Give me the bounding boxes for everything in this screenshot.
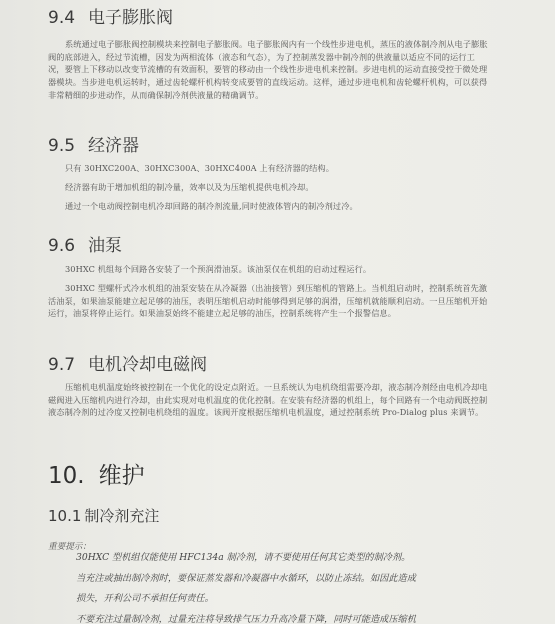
section-heading-9-7 <box>48 350 207 375</box>
section-heading-9-5 <box>48 131 139 156</box>
section-title: 电子膨胀阀 <box>88 8 174 28</box>
chapter-number: 10. <box>48 463 85 489</box>
section-title: 制冷剂充注 <box>84 507 160 525</box>
section-number: 10.1 <box>48 507 82 525</box>
section-10-1-notes <box>76 548 496 624</box>
note-line: 当充注或抽出制冷剂时，要保证蒸发器和冷凝器中水循环，以防止冻结。如因此造成 <box>76 572 416 584</box>
section-9-5-line-1: 只有 30HXC200A、30HXC300A、30HXC400A 上有经济器的结构。 <box>65 163 334 173</box>
note-line: 30HXC 型机组仅能使用 HFC134a 制冷剂，请不要使用任何其它类型的制冷剂。 <box>76 552 411 563</box>
section-title: 电机冷却电磁阀 <box>88 355 208 375</box>
section-number: 9.7 <box>48 355 76 375</box>
section-heading-10-1 <box>48 505 159 526</box>
section-9-5-line-3: 通过一个电动阀控制电机冷却回路的制冷剂流量,同时使液体管内的制冷剂过冷。 <box>65 201 358 211</box>
important-note-label: 重要提示： <box>48 542 91 552</box>
chapter-heading-10 <box>48 457 145 490</box>
section-9-7-body: 压缩机电机温度始终被控制在一个优化的设定点附近。一旦系统认为电机绕组需要冷却，液态制冷剂经由电机冷却电磁阀进入压缩机内进行冷却，由此实现对电机温度的优化控制。在安装有经济器的机组上，每个回路有一个电动阀既控制液态制冷剂的过冷度又控制电机绕组的温度。该阀开度根据压缩机电机温度，通过控制系统 Pro-Dialog plus 来调节。 <box>48 382 488 418</box>
section-number: 9.4 <box>48 8 76 28</box>
section-number: 9.5 <box>48 136 76 156</box>
section-title: 油泵 <box>88 236 123 256</box>
section-9-4-body: 系统通过电子膨胀阀控制模块来控制电子膨胀阀。电子膨胀阀内有一个线性步进电机，蒸压的液体制冷剂从电子膨胀阀的底部进入，经过节流槽，因发为两相流体（液态和气态），为了控制蒸发器中制冷剂的供液量以适应不同的运行工况，要管上下移动以改变节流槽的有效面积，要管的移动由一个线性步进电机来控制。步进电机的运动直接受控于微处理器模块。当步进电机运转时，通过齿轮螺杆机构转变成要管的直线运动。这样，通过步进电机和齿轮螺杆机构，可以获得非常精细的步进动作，从而确保制冷剂供液量的精确调节。 <box>48 39 488 100</box>
section-9-6-paragraph-2: 30HXC 型螺杆式冷水机组的油泵安装在从冷凝器（出油接管）到压缩机的管路上。当机组启动时，控制系统首先激活油泵，如果油泵能建立起足够的油压，表明压缩机启动时能够得到足够的润滑，压缩机就能顺利启动。一旦压缩机开始运行，油泵将停止运行。如果油泵始终不能建立起足够的油压，控制系统将产生一个报警信息。 <box>48 283 488 319</box>
section-title: 经济器 <box>88 136 140 156</box>
chapter-title: 维护 <box>98 463 145 489</box>
section-heading-9-6 <box>48 231 122 256</box>
note-line: 不要充注过量制冷剂，过量充注将导致排气压力升高冷量下降，同时可能造成压缩机 <box>76 613 416 624</box>
section-9-6-paragraph-1: 30HXC 机组每个回路各安装了一个预润滑油泵。该油泵仅在机组的启动过程运行。 <box>65 264 372 274</box>
section-9-5-line-2: 经济器有助于增加机组的制冷量，效率以及为压缩机提供电机冷却。 <box>65 182 314 192</box>
section-heading-9-4 <box>48 3 173 28</box>
note-line: 损失，开利公司不承担任何责任。 <box>76 593 214 604</box>
section-number: 9.6 <box>48 236 76 256</box>
